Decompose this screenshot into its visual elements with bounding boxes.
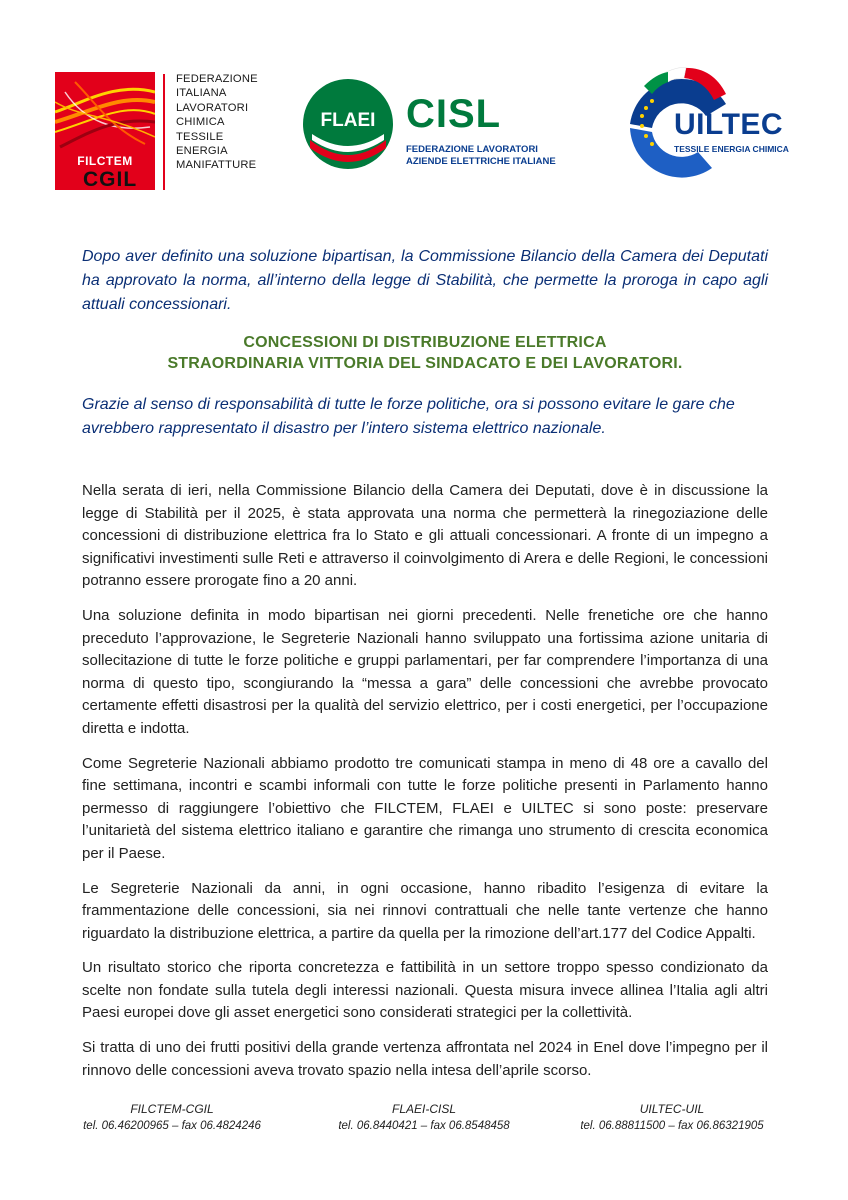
body-paragraph: Nella serata di ieri, nella Commissione Bilancio della Camera dei Deputati, dove è in discussione la legge di Stabilità per il 2025, è stata approvata una norma che permetterà la rinegoziazione delle concessioni di distribuzione elettrica fra lo Stato e gli attuali concessionari. A fronte di un impegno a significativi investimenti sulle Reti e attraverso il coinvolgimento di Arera e delle Regioni, le concessioni potranno essere prorogate fino a 20 anni. xyxy=(82,482,768,590)
footer-flaei: FLAEI-CISL tel. 06.8440421 – fax 06.8548458 xyxy=(338,1102,510,1132)
footer-uiltec: UILTEC-UIL tel. 06.88811500 – fax 06.86321905 xyxy=(580,1102,764,1132)
contact-footer xyxy=(0,1101,848,1141)
cisl-wordmark: CISL xyxy=(406,92,502,136)
filctem-full-name: FEDERAZIONE ITALIANA LAVORATORI CHIMICA TESSILE ENERGIA MANIFATTURE xyxy=(176,73,258,172)
filctem-cgil-logo xyxy=(55,72,260,192)
footer-filctem: FILCTEM-CGIL tel. 06.46200965 – fax 06.4824246 xyxy=(83,1102,261,1132)
headline-line-1: CONCESSIONI DI DISTRIBUZIONE ELETTRICA xyxy=(243,334,607,351)
intro-paragraph: Dopo aver definito una soluzione bipartisan, la Commissione Bilancio della Camera dei Deputati ha approvato la norma, all’interno della legge di Stabilità, che permette la proroga in capo agli attuali concessionari. xyxy=(82,248,768,313)
cisl-subtitle: FEDERAZIONE LAVORATORI AZIENDE ELETTRICHE ITALIANE xyxy=(406,144,556,167)
uiltec-wordmark: UILTEC xyxy=(674,108,784,141)
logo-header xyxy=(0,60,848,200)
headline-line-2: STRAORDINARIA VITTORIA DEL SINDACATO E DEI LAVORATORI. xyxy=(167,355,683,372)
flaei-emblem-icon xyxy=(302,78,394,170)
filctem-divider xyxy=(163,74,165,190)
cgil-wordmark: CGIL xyxy=(83,168,138,191)
article-body xyxy=(82,480,768,1094)
flaei-emblem-text: FLAEI xyxy=(320,110,376,131)
filctem-brand: FILCTEM xyxy=(77,154,133,168)
flaei-cisl-logo xyxy=(302,78,556,188)
body-paragraph: Come Segreterie Nazionali abbiamo prodotto tre comunicati stampa in meno di 48 ore a cavallo del fine settimana, incontri e scambi informali con tutte le forze politiche presenti in Parlamento hanno permesso di raggiungere l’obiettivo che FILCTEM, FLAEI e UILTEC si sono poste: preservare l’unitarietà del sistema elettrico italiano e garantire che rimanga uno strumento di crescita economica per il Paese. xyxy=(82,754,768,862)
body-paragraph: Una soluzione definita in modo bipartisan nei giorni precedenti. Nelle frenetiche ore che hanno preceduto l’approvazione, le Segreterie Nazionali hanno sviluppato una fortissima azione unitaria di sollecitazione di tutte le forze politiche e gruppi parlamentari, per far comprendere l’importanza di una norma di questo tipo, scongiurando la “messa a gara” delle concessioni che avrebbe provocato certamente effetti disastrosi per la qualità del servizio elettrico, per i costi energetici, per l’occupazione diretta e indotta. xyxy=(82,606,768,737)
body-paragraph: Un risultato storico che riporta concretezza e fattibilità in un settore troppo spesso condizionato da scelte non fondate sulla tutela degli interessi nazionali. Questa misura invece allinea l’Italia agli altri Paesi europei dove gli asset energetici sono considerati strategici per la collettività. xyxy=(82,959,768,1022)
body-paragraph: Si tratta di uno dei frutti positivi della grande vertenza affrontata nel 2024 in Enel dove l’impegno per il rinnovo delle concessioni aveva trovato spazio nella intesa dell’aprile scorso. xyxy=(82,1039,768,1079)
subheading: Grazie al senso di responsabilità di tutte le forze politiche, ora si possono evitare le gare che avrebbero rappresentato il disastro per l’intero sistema elettrico nazionale. xyxy=(82,396,735,437)
page-title xyxy=(82,332,768,374)
uiltec-logo xyxy=(622,64,789,194)
uiltec-subtitle: TESSILE ENERGIA CHIMICA xyxy=(674,144,789,154)
body-paragraph: Le Segreterie Nazionali da anni, in ogni occasione, hanno ribadito l’esigenza di evitare la frammentazione delle concessioni, sia nei rinnovi contrattuali che nelle tante vertenze che hanno riguardato la distribuzione elettrica, a partire da quella per la rimozione dell’art.177 del Codice Appalti. xyxy=(82,879,768,942)
